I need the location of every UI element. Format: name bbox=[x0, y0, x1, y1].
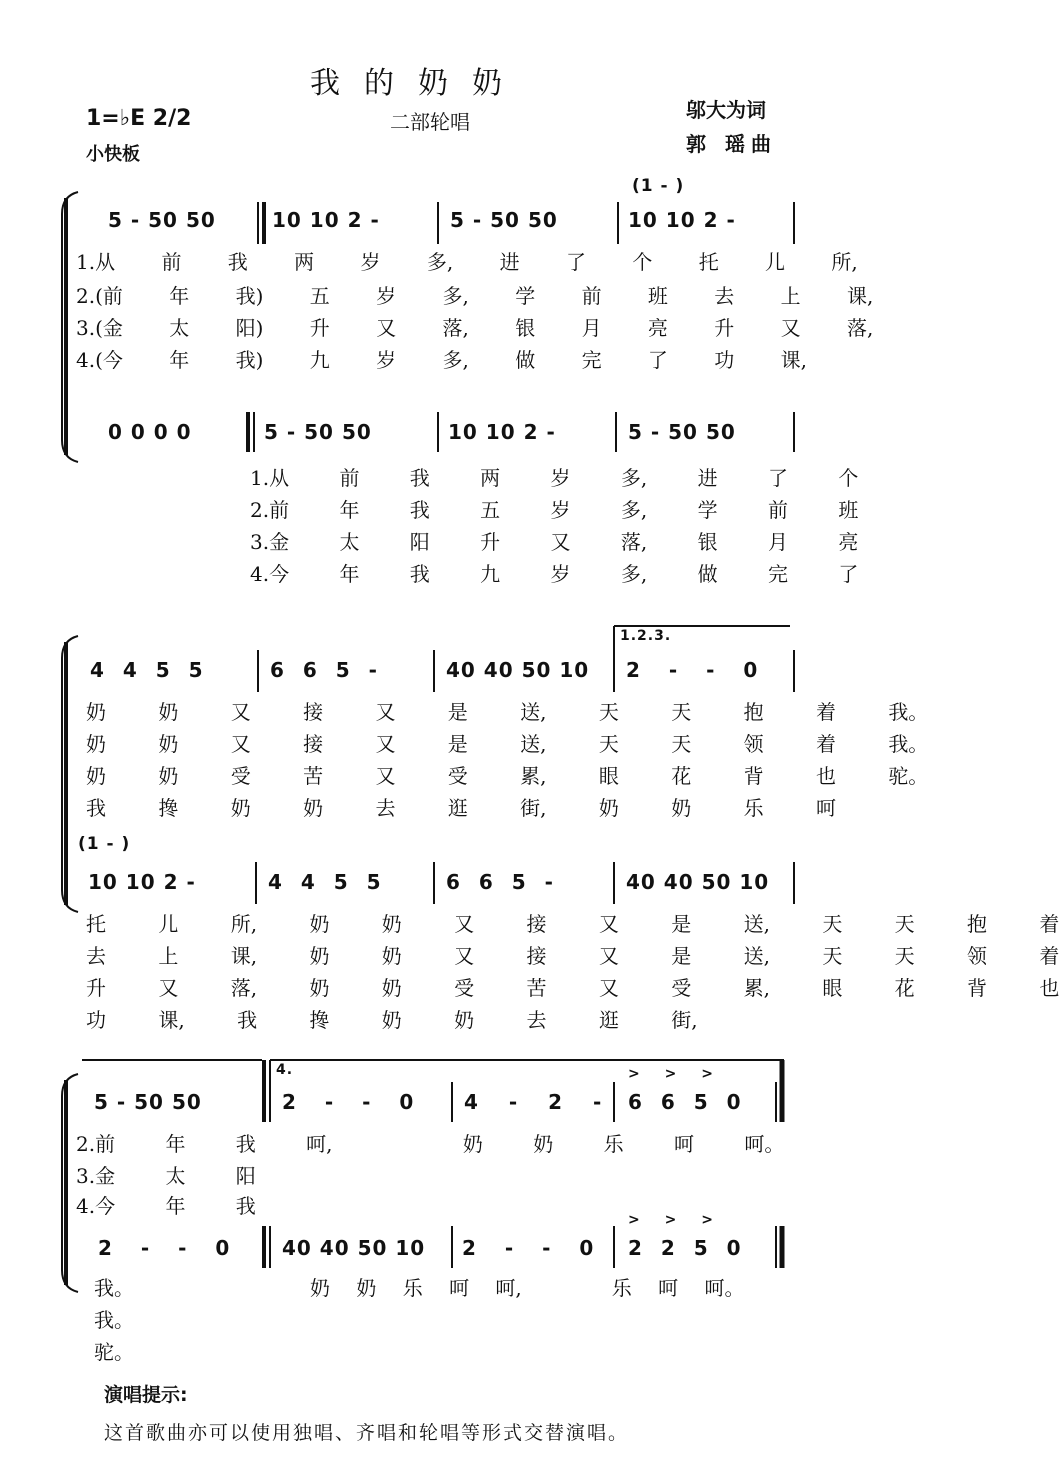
s1-lower-measure-4: 5 - 50 50 bbox=[628, 420, 736, 444]
lyricist: 邬大为词 bbox=[686, 98, 766, 122]
s3-upper-verse-2: 2.前 年 我 呵, 奶 奶 乐 呵 呵。 bbox=[76, 1132, 785, 1156]
s3-lower-measure-1: 2 - - 0 bbox=[98, 1236, 231, 1260]
s2-lower-verse-3: 升 又 落, 奶 奶 受 苦 又 受 累, 眼 花 背 也 bbox=[86, 976, 1059, 1000]
tempo-marking: 小快板 bbox=[86, 144, 140, 165]
s2-upper-measure-3: 40 40 50 10 bbox=[446, 658, 590, 682]
volta-1-2-3: 1.2.3. bbox=[620, 628, 672, 644]
s1-upper-verse-1: 1.从 前 我 两 岁 多, 进 了 个 托 儿 所, bbox=[76, 250, 858, 274]
repeat-bracket: (1 - ) bbox=[632, 176, 685, 196]
s3-lower-measure-4: 2 2 5 0 bbox=[628, 1236, 742, 1260]
s2-upper-measure-2: 6 6 5 - bbox=[270, 658, 378, 682]
s3-upper-measure-4: 6 6 5 0 bbox=[628, 1090, 742, 1114]
s1-lower-measure-2: 5 - 50 50 bbox=[264, 420, 372, 444]
key-signature: 1=♭E 2/2 bbox=[86, 106, 192, 131]
s3-upper-verse-4: 4.今 年 我 bbox=[76, 1194, 256, 1218]
s2-lower-verse-4: 功 课, 我 搀 奶 奶 去 逛 街, bbox=[86, 1008, 698, 1032]
subtitle: 二部轮唱 bbox=[390, 110, 470, 134]
tip-body: 这首歌曲亦可以使用独唱、齐唱和轮唱等形式交替演唱。 bbox=[104, 1422, 630, 1444]
s3-lower-verse-1: 我。 奶 奶 乐 呵 呵, 乐 呵 呵。 bbox=[94, 1276, 745, 1300]
s1-upper-measure-2: 10 10 2 - bbox=[272, 208, 380, 232]
s2-lower-verse-2: 去 上 课, 奶 奶 又 接 又 是 送, 天 天 领 着 bbox=[86, 944, 1059, 968]
s1-upper-verse-4: 4.(今 年 我) 九 岁 多, 做 完 了 功 课, bbox=[76, 348, 808, 372]
s2-lower-measure-3: 6 6 5 - bbox=[446, 870, 554, 894]
composer: 郭 瑶曲 bbox=[686, 132, 777, 156]
s2-lower-measure-1: 10 10 2 - bbox=[88, 870, 196, 894]
s1-lower-measure-1: 0 0 0 0 bbox=[108, 420, 192, 444]
s2-upper-measure-1: 4 4 5 5 bbox=[90, 658, 204, 682]
s2-lower-measure-2: 4 4 5 5 bbox=[268, 870, 382, 894]
s3-lower-verse-3: 驼。 bbox=[94, 1340, 134, 1364]
volta-4: 4. bbox=[276, 1062, 294, 1078]
s2-upper-measure-4: 2 - - 0 bbox=[626, 658, 759, 682]
s2-repeat-bracket: (1 - ) bbox=[78, 834, 131, 854]
s1-upper-verse-3: 3.(金 太 阳) 升 又 落, 银 月 亮 升 又 落, bbox=[76, 316, 874, 340]
s3-upper-measure-2: 2 - - 0 bbox=[282, 1090, 415, 1114]
s3-lower-verse-2: 我。 bbox=[94, 1308, 134, 1332]
s3-upper-verse-3: 3.金 太 阳 bbox=[76, 1164, 256, 1188]
s3-upper-accents: > > > bbox=[628, 1066, 714, 1082]
s3-lower-accents: > > > bbox=[628, 1212, 714, 1228]
s1-upper-measure-1: 5 - 50 50 bbox=[108, 208, 216, 232]
s3-lower-measure-3: 2 - - 0 bbox=[462, 1236, 595, 1260]
s2-lower-measure-4: 40 40 50 10 bbox=[626, 870, 770, 894]
s1-lower-verse-1: 1.从 前 我 两 岁 多, 进 了 个 bbox=[250, 466, 859, 490]
s3-lower-measure-2: 40 40 50 10 bbox=[282, 1236, 426, 1260]
s2-upper-verse-4: 我 搀 奶 奶 去 逛 街, 奶 奶 乐 呵 bbox=[86, 796, 836, 820]
s1-lower-verse-4: 4.今 年 我 九 岁 多, 做 完 了 bbox=[250, 562, 859, 586]
s1-upper-measure-4: 10 10 2 - bbox=[628, 208, 736, 232]
s2-upper-verse-3: 奶 奶 受 苦 又 受 累, 眼 花 背 也 驼。 bbox=[86, 764, 929, 788]
s1-lower-verse-3: 3.金 太 阳 升 又 落, 银 月 亮 bbox=[250, 530, 859, 554]
s1-lower-measure-3: 10 10 2 - bbox=[448, 420, 556, 444]
s2-upper-verse-1: 奶 奶 又 接 又 是 送, 天 天 抱 着 我。 bbox=[86, 700, 929, 724]
s3-upper-measure-3: 4 - 2 - bbox=[464, 1090, 603, 1114]
s2-upper-verse-2: 奶 奶 又 接 又 是 送, 天 天 领 着 我。 bbox=[86, 732, 929, 756]
s3-upper-measure-1: 5 - 50 50 bbox=[94, 1090, 202, 1114]
s1-upper-measure-3: 5 - 50 50 bbox=[450, 208, 558, 232]
song-title: 我的奶奶 bbox=[310, 66, 526, 101]
s2-lower-verse-1: 托 儿 所, 奶 奶 又 接 又 是 送, 天 天 抱 着 bbox=[86, 912, 1059, 936]
tip-heading: 演唱提示: bbox=[104, 1384, 188, 1406]
s1-upper-verse-2: 2.(前 年 我) 五 岁 多, 学 前 班 去 上 课, bbox=[76, 284, 874, 308]
s1-lower-verse-2: 2.前 年 我 五 岁 多, 学 前 班 bbox=[250, 498, 859, 522]
